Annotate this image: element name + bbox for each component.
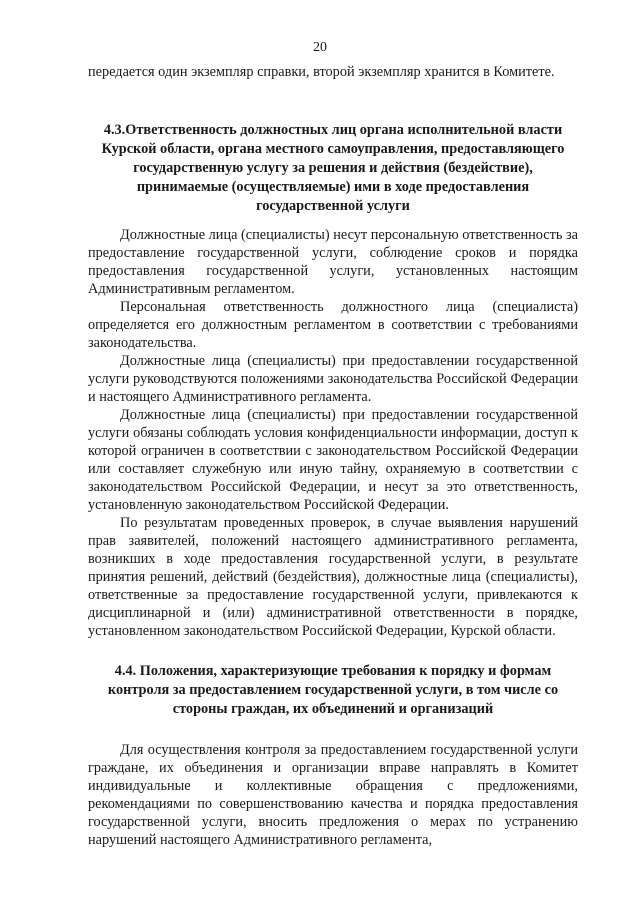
- paragraph: Для осуществления контроля за предоставлением государственной услуги граждане, их объединения и организации вправе направлять в Комитет индивидуальные и коллективные обращения с предложениями, рекомендациями по совершенствованию качества и порядка предоставления государственной услуги, вносить предложения о мерах по устранению нарушений настоящего Административного регламента,: [88, 742, 578, 848]
- paragraph: Должностные лица (специалисты) несут персональную ответственность за предоставление государственной услуги, соблюдение сроков и порядка предоставления государственной услуги, установленных настоящим Административным регламентом.: [88, 227, 578, 297]
- section-4-4-heading: 4.4. Положения, характеризующие требования к порядку и формам контроля за предоставлением государственной услуги, в том числе со стороны граждан, их объединений и организаций: [107, 663, 559, 717]
- continuation-text: [88, 63, 578, 81]
- section-4-3-heading: 4.3.Ответственность должностных лиц органа исполнительной власти Курской области, органа местного самоуправления, предоставляющего государственную услугу за решения и действия (бездействие), принимаемые (осуществляемые) ими в ходе предоставления государственной услуги: [101, 122, 565, 214]
- paragraph: Персональная ответственность должностного лица (специалиста) определяется его должностным регламентом в соответствии с требованиями законодательства.: [88, 299, 578, 351]
- section-4-4-body: [88, 741, 578, 849]
- paragraph: Должностные лица (специалисты) при предоставлении государственной услуги обязаны соблюдать условия конфиденциальности информации, доступ к которой ограничен в соответствии с законодательством Российской Федерации или составляет служебную или иную тайну, охраняемую в соответствии с законодательством Российской Федерации, и несут за это ответственность, установленную законодательством Российской Федерации.: [88, 407, 578, 513]
- paragraph: Должностные лица (специалисты) при предоставлении государственной услуги руководствуются положениями законодательства Российской Федерации и настоящего Административного регламента.: [88, 353, 578, 405]
- section-4-3-body: [88, 226, 578, 640]
- paragraph: По результатам проведенных проверок, в случае выявления нарушений прав заявителей, положений настоящего административного регламента, возникших в ходе предоставления государственной услуги, в результате принятия решений, действий (бездействия), должностные лица (специалисты), ответственные за предоставление государственной услуги, привлекаются к дисциплинарной и (или) административной ответственности в порядке, установленном законодательством Российской Федерации, Курской области.: [88, 515, 578, 639]
- paragraph: передается один экземпляр справки, второй экземпляр хранится в Комитете.: [88, 64, 555, 80]
- page-number: 20: [313, 40, 327, 55]
